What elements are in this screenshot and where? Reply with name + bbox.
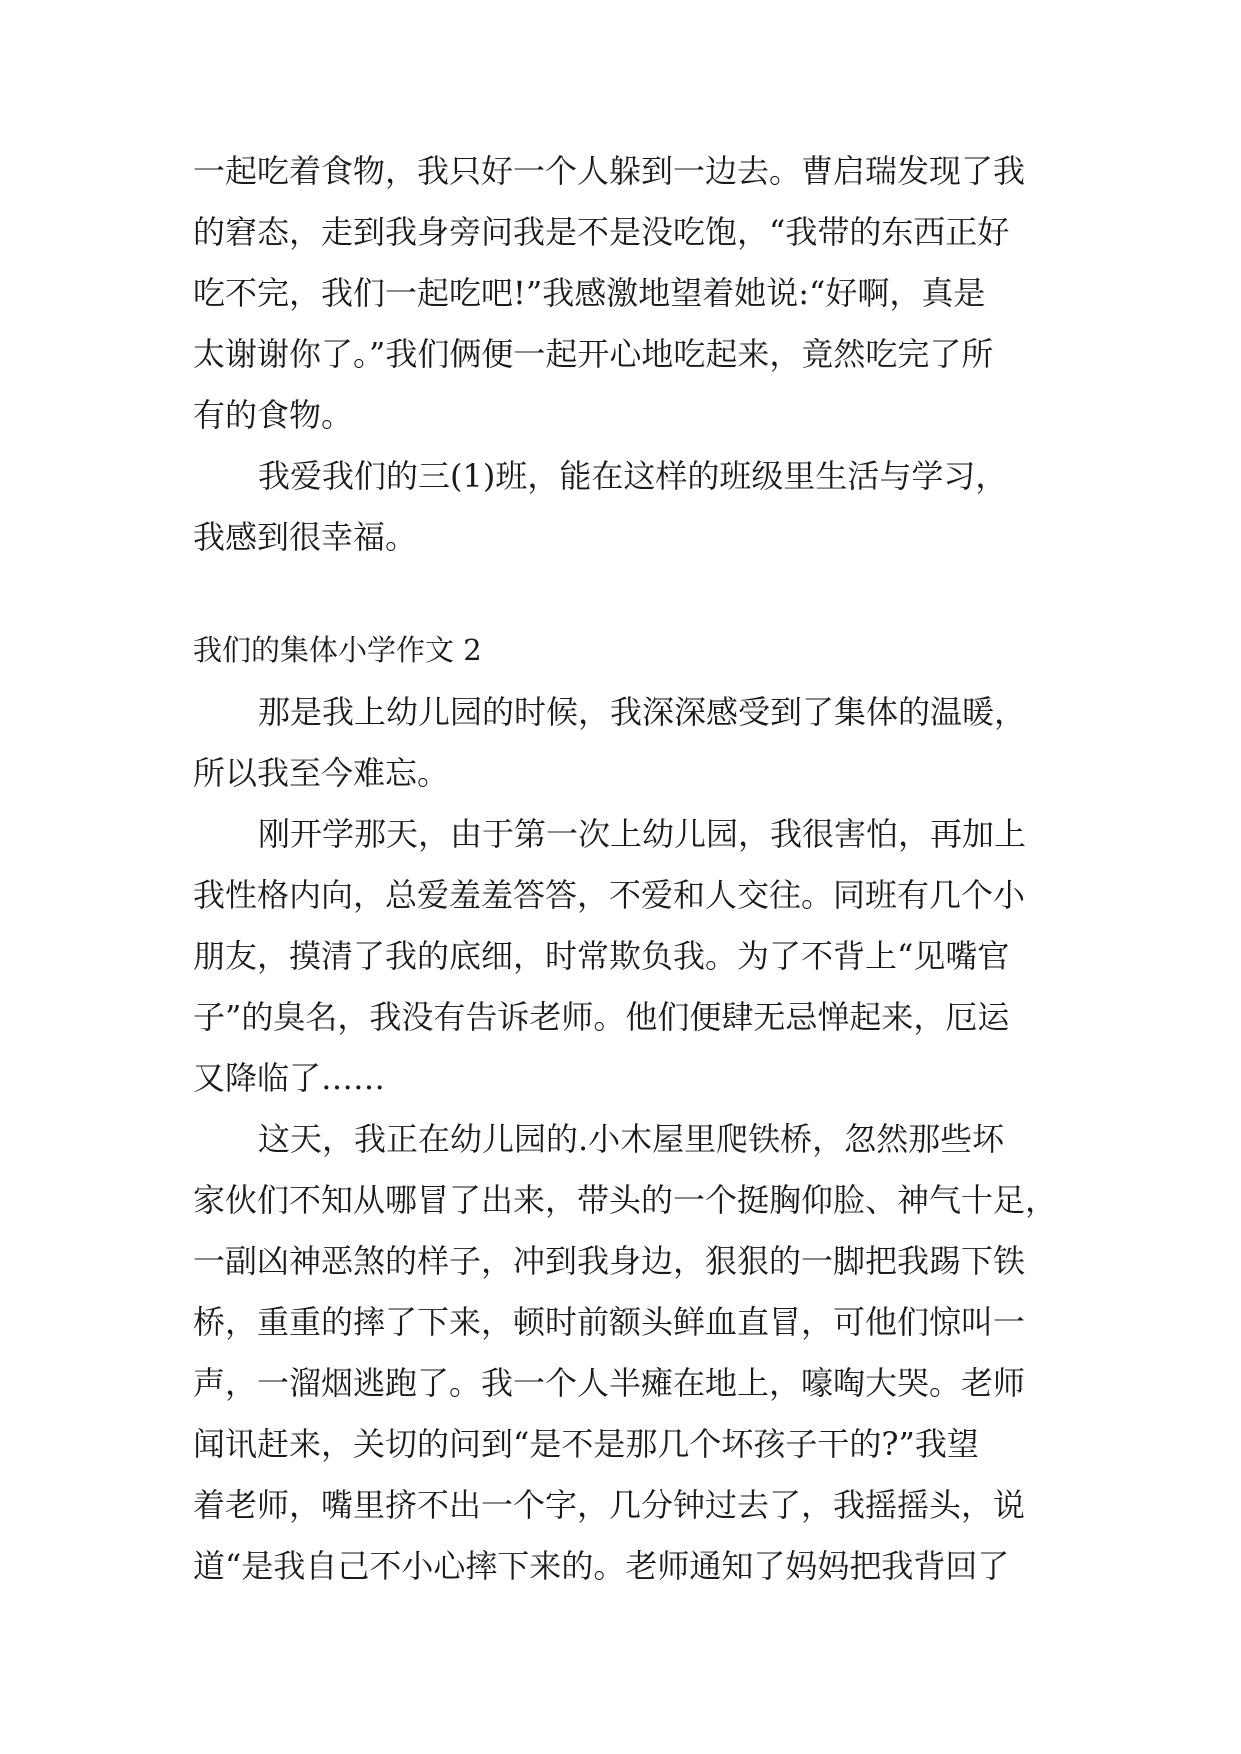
paragraph-line: 我感到很幸福。 [193,518,418,556]
paragraph-line: 闻讯赶来，关切的问到“是不是那几个坏孩子干的?”我望 [193,1425,979,1463]
paragraph-line: 家伙们不知从哪冒了出来，带头的一个挺胸仰脸、神气十足， [193,1181,1058,1219]
paragraph-line: 太谢谢你了。”我们俩便一起开心地吃起来，竟然吃完了所 [193,335,994,373]
paragraph-line: 一起吃着食物，我只好一个人躲到一边去。曹启瑞发现了我 [193,152,1026,190]
paragraph-line: 又降临了…… [193,1059,386,1097]
paragraph-line: 一副凶神恶煞的样子，冲到我身边，狠狠的一脚把我踢下铁 [193,1242,1026,1280]
paragraph-line: 朋友，摸清了我的底细，时常欺负我。为了不背上“见嘴官 [193,937,1010,975]
paragraph-line: 的窘态，走到我身旁问我是不是没吃饱，“我带的东西正好 [193,213,1010,251]
paragraph-line: 这天，我正在幼儿园的.小木屋里爬铁桥，忽然那些坏 [258,1120,1005,1158]
paragraph-line: 吃不完，我们一起吃吧!”我感激地望着她说:“好啊，真是 [193,274,986,312]
paragraph-line: 子”的臭名，我没有告诉老师。他们便肆无忌惮起来，厄运 [193,998,1010,1036]
paragraph-line: 我爱我们的三(1)班，能在这样的班级里生活与学习， [258,457,1008,495]
paragraph-line: 所以我至今难忘。 [193,754,450,792]
paragraph-line: 桥，重重的摔了下来，顿时前额头鲜血直冒，可他们惊叫一 [193,1303,1026,1341]
paragraph-line: 着老师，嘴里挤不出一个字，几分钟过去了，我摇摇头，说 [193,1486,1026,1524]
paragraph-line: 我性格内向，总爱羞羞答答，不爱和人交往。同班有几个小 [193,876,1026,914]
paragraph-line: 那是我上幼儿园的时候，我深深感受到了集体的温暖， [258,693,1027,731]
paragraph-line: 有的食物。 [193,396,354,434]
section-heading: 我们的集体小学作文 2 [193,633,482,667]
paragraph-line: 声，一溜烟逃跑了。我一个人半瘫在地上，嚎啕大哭。老师 [193,1364,1026,1402]
paragraph-line: 道“是我自己不小心摔下来的。老师通知了妈妈把我背回了 [193,1547,1010,1585]
paragraph-line: 刚开学那天，由于第一次上幼儿园，我很害怕，再加上 [258,815,1027,853]
